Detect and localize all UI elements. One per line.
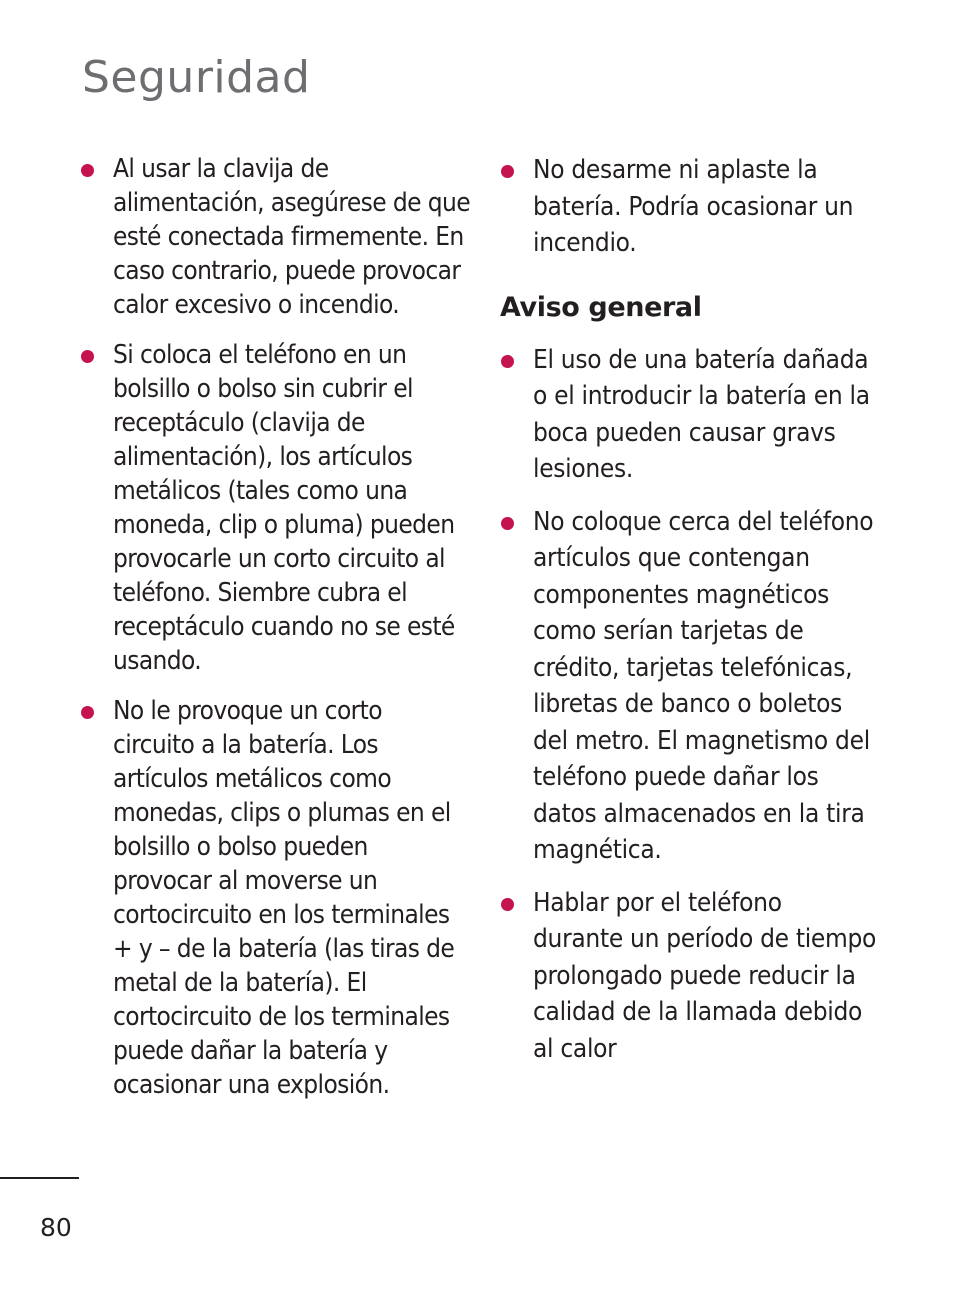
section-heading: Aviso general [500,291,702,323]
bullet-icon [501,355,514,368]
list-item [78,152,470,322]
left-column [78,152,470,1118]
list-item [78,338,470,678]
bullet-icon [501,517,514,530]
bullet-icon [501,898,514,911]
list-item-text: Si coloca el teléfono en un bolsillo o bolso sin cubrir el receptáculo (clavija de alimentación), los artículos metálicos (tales como una moneda, clip o pluma) pueden provocarle un corto circuito al teléfono. Siembre cubra el receptáculo cuando no se esté usando. [113,340,455,676]
list-item-text: No desarme ni aplaste la batería. Podría ocasionar un incendio. [533,155,854,258]
footer-rule [0,1177,79,1179]
list-item [498,342,878,488]
bullet-icon [501,165,514,178]
bullet-icon [81,164,94,177]
list-item-text: No coloque cerca del teléfono artículos que contengan componentes magnéticos como serían tarjetas de crédito, tarjetas telefónicas, libretas de banco o boletos del metro. El magnetismo del teléfono puede dañar los datos almacenados en la tira magnética. [533,506,874,865]
list-item-text: No le provoque un corto circuito a la batería. Los artículos metálicos como monedas, clips o plumas en el bolsillo o bolso pueden provocar al moverse un cortocircuito en los terminales + y – de la batería (las tiras de metal de la batería). El cortocircuito de los terminales puede dañar la batería y ocasionar una explosión. [113,696,455,1100]
list-item-text: Al usar la clavija de alimentación, asegúrese de que esté conectada firmemente. En caso contrario, puede provocar calor excesivo o incendio. [113,154,470,320]
list-item [78,694,470,1102]
right-column [498,152,878,1083]
bullet-icon [81,706,94,719]
list-item [498,504,878,869]
bullet-icon [81,350,94,363]
list-item [498,885,878,1068]
right-top-bullet-list [498,152,878,262]
page-number: 80 [40,1213,72,1242]
section-bullet-list [498,342,878,1068]
list-item-text: Hablar por el teléfono durante un período de tiempo prolongado puede reducir la calidad de la llamada debido al calor [533,887,877,1064]
list-item-text: El uso de una batería dañada o el introducir la batería en la boca pueden causar gravs lesiones. [533,344,870,484]
page-title: Seguridad [82,52,311,103]
list-item [498,152,878,262]
left-bullet-list [78,152,470,1102]
